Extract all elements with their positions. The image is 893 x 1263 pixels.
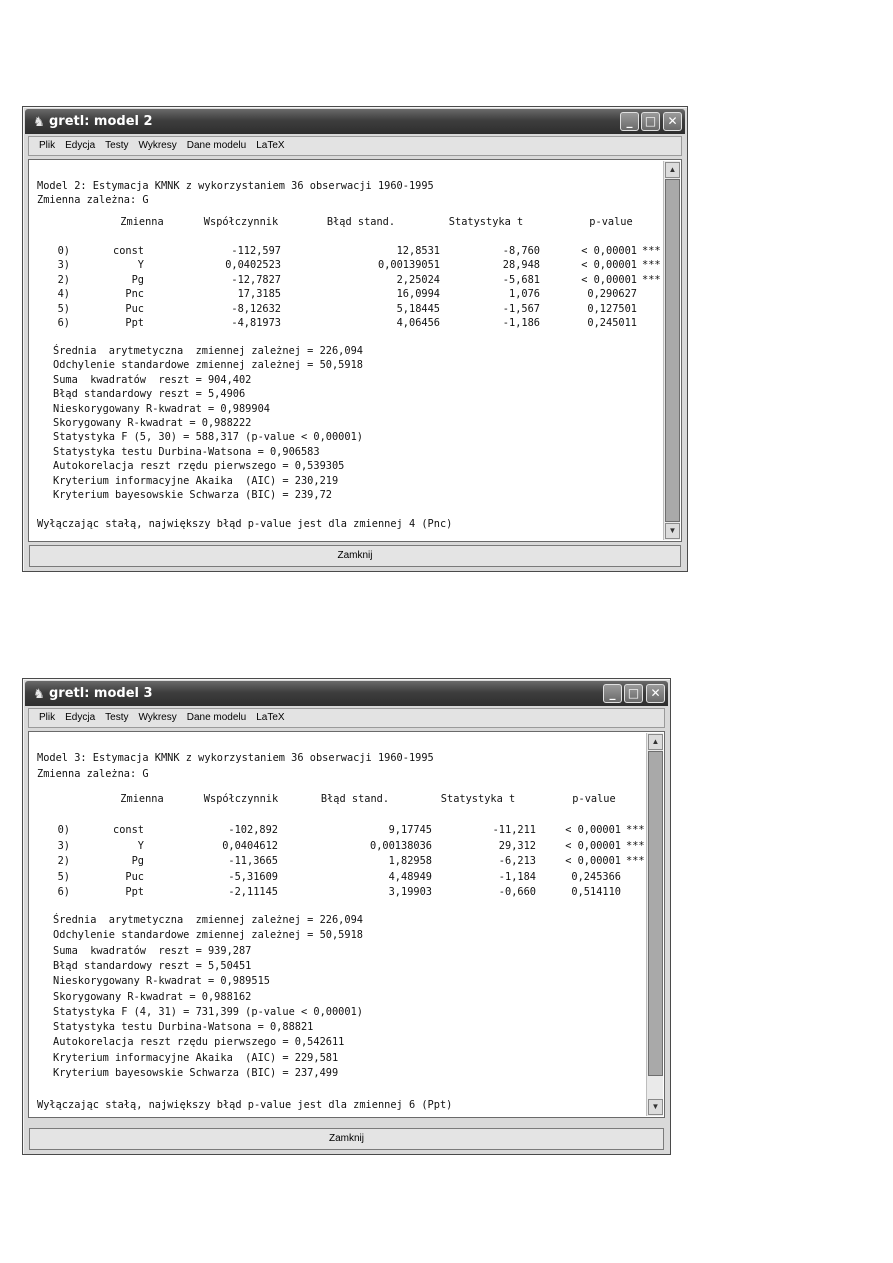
row-std-error: 5,18445 [396, 302, 440, 315]
row-t-stat: 29,312 [498, 839, 536, 852]
model-3-window [22, 678, 671, 1155]
model-header: Model 3: Estymacja KMNK z wykorzystaniem 36 obserwacji 1960-1995 [37, 752, 434, 764]
row-variable: Puc [125, 870, 144, 883]
row-p-value: 0,245366 [571, 870, 621, 883]
row-coefficient: -112,597 [231, 245, 281, 257]
summary-stat: Odchylenie standardowe zmiennej zależnej = 50,5918 [53, 929, 363, 942]
row-t-stat: -0,660 [498, 886, 536, 898]
vertical-scrollbar[interactable] [663, 161, 680, 540]
summary-stat: Skorygowany R-kwadrat = 0,988222 [53, 417, 252, 429]
menu-plik[interactable]: Plik [39, 140, 56, 151]
row-variable: Ppt [125, 317, 144, 329]
row-index: 0) [57, 245, 70, 257]
col-coefficient-header: Współczynnik [203, 216, 279, 228]
row-p-value: < 0,00001 [581, 273, 637, 286]
row-index: 6) [57, 886, 70, 898]
scroll-thumb[interactable] [648, 751, 663, 1076]
summary-stat: Błąd standardowy reszt = 5,50451 [53, 959, 252, 972]
row-index: 0) [57, 824, 70, 836]
row-std-error: 2,25024 [396, 273, 440, 286]
gretl-app-icon: ♞ [33, 686, 45, 701]
row-t-stat: -11,211 [492, 824, 536, 836]
summary-stat: Statystyka F (5, 30) = 588,317 (p-value < 0,00001) [53, 431, 363, 444]
summary-stat: Autokorelacja reszt rzędu pierwszego = 0,542611 [53, 1036, 345, 1049]
title-bar[interactable] [25, 109, 685, 134]
row-std-error: 4,06456 [396, 317, 440, 329]
summary-stat: Suma kwadratów reszt = 939,287 [53, 944, 252, 957]
summary-stat: Statystyka testu Durbina-Watsona = 0,906583 [53, 445, 320, 458]
menu-bar [28, 708, 665, 728]
row-significance: *** [642, 273, 661, 286]
menu-testy[interactable]: Testy [105, 712, 129, 723]
title-bar[interactable] [25, 681, 668, 706]
row-p-value: < 0,00001 [565, 839, 621, 852]
row-coefficient: 0,0402523 [225, 259, 281, 272]
row-variable: Puc [125, 302, 144, 315]
row-variable: Pg [131, 855, 144, 867]
model-output-text[interactable] [28, 159, 682, 542]
col-t-stat-header: Statystyka t [440, 793, 516, 805]
col-coefficient-header: Współczynnik [203, 793, 279, 805]
row-t-stat: 1,076 [509, 288, 540, 301]
gretl-app-icon: ♞ [33, 114, 45, 129]
maximize-icon[interactable]: □ [641, 112, 660, 131]
scroll-thumb[interactable] [665, 179, 680, 522]
summary-stat: Autokorelacja reszt rzędu pierwszego = 0,539305 [53, 460, 345, 473]
col-variable-header: Zmienna [120, 793, 164, 805]
col-std-error-header: Błąd stand. [320, 793, 390, 805]
row-p-value: 0,514110 [571, 886, 621, 898]
row-std-error: 1,82958 [388, 855, 432, 867]
menu-edycja[interactable]: Edycja [65, 140, 96, 151]
menu-latex[interactable]: LaTeX [256, 712, 285, 723]
scroll-down-icon[interactable]: ▼ [665, 523, 680, 539]
conclusion-text: Wyłączając stałą, największy błąd p-value jest dla zmiennej 6 (Ppt) [37, 1099, 453, 1111]
row-std-error: 9,17745 [388, 824, 432, 836]
row-index: 3) [57, 839, 70, 852]
close-icon[interactable]: ✕ [663, 112, 682, 131]
summary-stat: Kryterium informacyjne Akaika (AIC) = 230,219 [53, 474, 339, 487]
close-button[interactable]: Zamknij [29, 545, 681, 567]
col-variable-header: Zmienna [120, 216, 164, 228]
row-significance: *** [626, 824, 645, 836]
dependent-variable: Zmienna zależna: G [37, 194, 149, 207]
row-variable: Pg [131, 273, 144, 286]
row-std-error: 3,19903 [388, 886, 432, 898]
row-coefficient: -2,11145 [228, 886, 278, 898]
model-output-text[interactable] [28, 731, 665, 1118]
row-variable: const [113, 824, 144, 836]
row-index: 5) [57, 870, 70, 883]
close-button[interactable]: Zamknij [29, 1128, 664, 1150]
row-significance: *** [642, 259, 661, 272]
row-t-stat: -5,681 [502, 273, 540, 286]
minimize-icon[interactable]: _ [603, 684, 622, 703]
row-coefficient: -5,31609 [228, 870, 278, 883]
row-p-value: 0,245011 [587, 317, 637, 329]
row-coefficient: 0,0404612 [222, 839, 278, 852]
row-p-value: 0,290627 [587, 288, 637, 301]
menu-dane-modelu[interactable]: Dane modelu [186, 140, 247, 151]
summary-stat: Nieskorygowany R-kwadrat = 0,989515 [53, 975, 270, 988]
row-coefficient: -8,12632 [231, 302, 281, 315]
row-p-value: < 0,00001 [581, 259, 637, 272]
row-t-stat: -8,760 [502, 245, 540, 257]
col-t-stat-header: Statystyka t [448, 216, 524, 228]
summary-stat: Kryterium bayesowskie Schwarza (BIC) = 237,499 [53, 1067, 339, 1079]
row-std-error: 4,48949 [388, 870, 432, 883]
scroll-up-icon[interactable]: ▲ [648, 734, 663, 750]
row-coefficient: -12,7827 [231, 273, 281, 286]
row-variable: Ppt [125, 886, 144, 898]
window-title: gretl: model 3 [49, 686, 153, 701]
maximize-icon[interactable]: □ [624, 684, 643, 703]
summary-stat: Kryterium informacyjne Akaika (AIC) = 229,581 [53, 1051, 339, 1064]
model-2-window [22, 106, 688, 572]
row-variable: Y [137, 259, 144, 272]
row-coefficient: -11,3665 [228, 855, 278, 867]
row-index: 2) [57, 855, 70, 867]
summary-stat: Odchylenie standardowe zmiennej zależnej = 50,5918 [53, 359, 363, 372]
row-significance: *** [626, 855, 645, 867]
row-p-value: 0,127501 [587, 302, 637, 315]
summary-stat: Średnia arytmetyczna zmiennej zależnej = 226,094 [53, 345, 363, 357]
menu-dane-modelu[interactable]: Dane modelu [186, 712, 247, 723]
row-std-error: 12,8531 [396, 245, 440, 257]
row-t-stat: -1,184 [498, 870, 536, 883]
row-t-stat: -1,186 [502, 317, 540, 329]
row-std-error: 0,00138036 [370, 839, 432, 852]
minimize-icon[interactable]: _ [620, 112, 639, 131]
model-header: Model 2: Estymacja KMNK z wykorzystaniem 36 obserwacji 1960-1995 [37, 180, 434, 192]
summary-stat: Statystyka testu Durbina-Watsona = 0,88821 [53, 1021, 314, 1034]
row-coefficient: -102,892 [228, 824, 278, 836]
col-p-value-header: p-value [572, 793, 616, 805]
menu-edycja[interactable]: Edycja [65, 712, 96, 723]
vertical-scrollbar[interactable] [646, 733, 663, 1116]
row-coefficient: 17,3185 [237, 288, 281, 301]
row-significance: *** [626, 839, 645, 852]
scroll-up-icon[interactable]: ▲ [665, 162, 680, 178]
menu-bar [28, 136, 682, 156]
row-variable: const [113, 245, 144, 257]
col-std-error-header: Błąd stand. [326, 216, 396, 228]
scroll-down-icon[interactable]: ▼ [648, 1099, 663, 1115]
summary-stat: Kryterium bayesowskie Schwarza (BIC) = 239,72 [53, 489, 332, 501]
row-index: 3) [57, 259, 70, 272]
menu-wykresy[interactable]: Wykresy [138, 140, 177, 151]
row-variable: Y [137, 839, 144, 852]
row-index: 5) [57, 302, 70, 315]
row-p-value: < 0,00001 [565, 824, 621, 836]
summary-stat: Skorygowany R-kwadrat = 0,988162 [53, 990, 252, 1003]
summary-stat: Suma kwadratów reszt = 904,402 [53, 373, 252, 386]
summary-stat: Błąd standardowy reszt = 5,4906 [53, 388, 246, 401]
row-p-value: < 0,00001 [565, 855, 621, 867]
row-std-error: 16,0994 [396, 288, 440, 301]
summary-stat: Statystyka F (4, 31) = 731,399 (p-value < 0,00001) [53, 1005, 363, 1018]
row-t-stat: -1,567 [502, 302, 540, 315]
row-std-error: 0,00139051 [378, 259, 440, 272]
row-index: 4) [57, 288, 70, 301]
close-icon[interactable]: ✕ [646, 684, 665, 703]
dependent-variable: Zmienna zależna: G [37, 767, 149, 780]
window-title: gretl: model 2 [49, 114, 153, 129]
conclusion-text: Wyłączając stałą, największy błąd p-value jest dla zmiennej 4 (Pnc) [37, 518, 453, 530]
summary-stat: Nieskorygowany R-kwadrat = 0,989904 [53, 402, 270, 415]
menu-wykresy[interactable]: Wykresy [138, 712, 177, 723]
menu-plik[interactable]: Plik [39, 712, 56, 723]
row-index: 2) [57, 273, 70, 286]
summary-stat: Średnia arytmetyczna zmiennej zależnej = 226,094 [53, 914, 363, 926]
menu-latex[interactable]: LaTeX [256, 140, 285, 151]
row-index: 6) [57, 317, 70, 329]
row-variable: Pnc [125, 288, 144, 301]
row-coefficient: -4,81973 [231, 317, 281, 329]
row-significance: *** [642, 245, 661, 257]
row-t-stat: 28,948 [502, 259, 540, 272]
col-p-value-header: p-value [589, 216, 633, 228]
row-p-value: < 0,00001 [581, 245, 637, 257]
row-t-stat: -6,213 [498, 855, 536, 867]
menu-testy[interactable]: Testy [105, 140, 129, 151]
